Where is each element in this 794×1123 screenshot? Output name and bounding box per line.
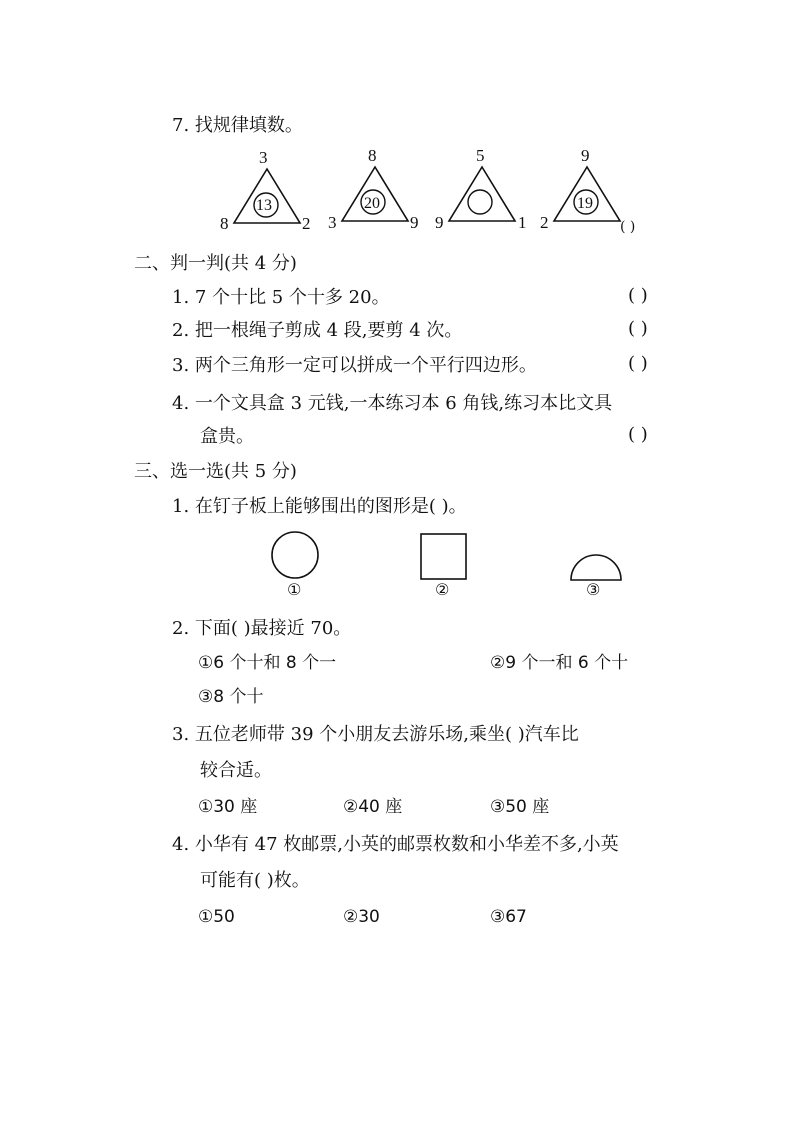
triangle-1-right: 2: [302, 214, 311, 233]
triangle-3-top: 5: [476, 146, 485, 165]
triangle-3-left: 9: [435, 213, 444, 232]
judge-item-4-cont: 盒贵。: [200, 426, 254, 447]
choose-q3-option-3[interactable]: ③50 座: [490, 797, 550, 817]
q7-answer-blank[interactable]: ( ): [620, 219, 636, 235]
choose-q4: 4. 小华有 47 枚邮票,小英的邮票枚数和小华差不多,小英: [172, 834, 619, 855]
triangle-4-left: 2: [540, 213, 549, 232]
section-3-title: 三、选一选(共 5 分): [134, 461, 297, 482]
choose-q1-label-2: ②: [435, 580, 450, 599]
section-2-title: 二、判一判(共 4 分): [134, 253, 297, 274]
choose-q1: 1. 在钉子板上能够围出的图形是( )。: [172, 496, 467, 517]
choose-q4-option-1[interactable]: ①50: [198, 907, 235, 927]
judge-blank-3[interactable]: ( ): [628, 353, 648, 374]
square-shape: [420, 533, 468, 581]
triangle-2-left: 3: [328, 213, 337, 232]
judge-blank-2[interactable]: ( ): [628, 318, 648, 339]
q7-label: 7. 找规律填数。: [172, 115, 303, 136]
judge-item-2: 2. 把一根绳子剪成 4 段,要剪 4 次。: [172, 320, 463, 341]
choose-q2-option-3[interactable]: ③8 个十: [198, 687, 264, 707]
triangle-3-shape: [447, 165, 517, 225]
choose-q2: 2. 下面( )最接近 70。: [172, 618, 352, 639]
triangle-4-top: 9: [581, 146, 590, 165]
choose-q4-cont: 可能有( )枚。: [200, 870, 310, 891]
triangle-3-right: 1: [518, 213, 527, 232]
judge-blank-4[interactable]: ( ): [628, 424, 648, 445]
choose-q3: 3. 五位老师带 39 个小朋友去游乐场,乘坐( )汽车比: [172, 724, 579, 745]
choose-q1-label-3: ③: [586, 580, 601, 599]
triangle-2-right: 9: [410, 213, 419, 232]
semicircle-shape: [570, 554, 622, 582]
triangle-2-top: 8: [368, 146, 377, 165]
choose-q3-option-1[interactable]: ①30 座: [198, 797, 258, 817]
triangle-4-center: 19: [577, 195, 593, 212]
choose-q3-cont: 较合适。: [200, 760, 272, 781]
triangle-1-center: 13: [256, 197, 272, 214]
choose-q1-label-1: ①: [287, 580, 302, 599]
triangle-1-left: 8: [220, 214, 229, 233]
choose-q2-option-1[interactable]: ①6 个十和 8 个一: [198, 653, 337, 673]
triangle-2-center: 20: [364, 195, 380, 212]
choose-q4-option-2[interactable]: ②30: [343, 907, 380, 927]
circle-shape: [270, 531, 320, 581]
judge-item-3: 3. 两个三角形一定可以拼成一个平行四边形。: [172, 355, 537, 376]
judge-item-1: 1. 7 个十比 5 个十多 20。: [172, 287, 390, 308]
judge-item-4: 4. 一个文具盒 3 元钱,一本练习本 6 角钱,练习本比文具: [172, 393, 613, 414]
choose-q3-option-2[interactable]: ②40 座: [343, 797, 403, 817]
judge-blank-1[interactable]: ( ): [628, 285, 648, 306]
triangle-1-top: 3: [259, 148, 268, 167]
choose-q4-option-3[interactable]: ③67: [490, 907, 527, 927]
choose-q2-option-2[interactable]: ②9 个一和 6 个十: [490, 653, 629, 673]
